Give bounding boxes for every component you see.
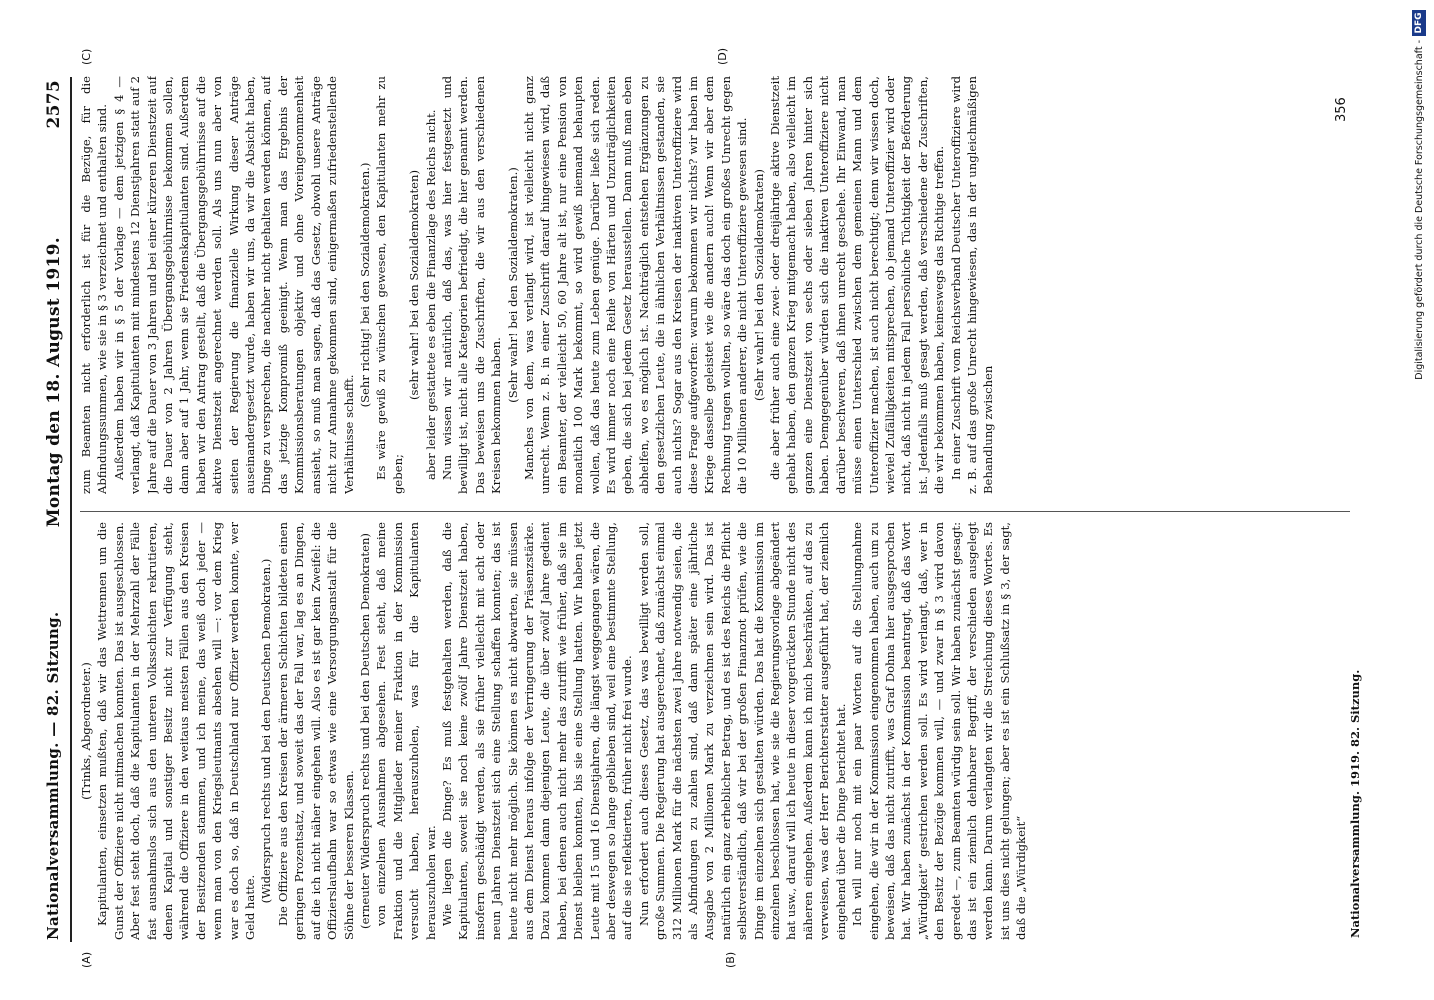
interjection: (Sehr wahr! bei den Sozialdemokraten): [751, 169, 766, 401]
left-column: [78, 522, 1368, 940]
paragraph: Nun erfordert auch dieses Gesetz, das was bewilligt werden soll, große Summen. Die Regierung hat ausgerechnet, daß zunächst einmal 312 Millionen Mark für die nächsten zwei Jahre notwendig seien, die als Abfindungen zu zahlen sind, daß dann später eine jährliche Ausgabe von 2 Millionen Mark zu verzeichnen sein wird. Das ist natürlich ein ganz erheblicher Betrag, und es ist des Reichs die Pflicht selbstverständlich, daß wir bei der großen Finanznot prüfen, wie die Dinge im einzelnen sich gestalten würden. Das hat die Kommission im einzelnen beschlossen hat, wie sie die Regierungsvorlage abgeändert hat usw., darauf will ich heute in dieser vorgerückten Stunde nicht des näheren eingehen. Außerdem kann ich mich beschränken, auf das zu verweisen, was der Herr Berichterstatter ausgeführt hat, der ziemlich eingehend über die Dinge berichtet hat.: [636, 522, 848, 940]
page-number: 2575: [44, 80, 64, 129]
page-header: [44, 80, 72, 940]
paragraph: von einzelnen Ausnahmen abgesehen. Fest steht, daß meine Fraktion und die Mitglieder meiner Fraktion in der Kommission versucht haben, herauszuholen, was für die Kapitulanten herauszuholen war.: [374, 522, 438, 940]
margin-marker-d: (D): [716, 47, 729, 65]
right-column: [78, 76, 1354, 494]
margin-marker-b: (B): [724, 951, 737, 968]
header-date: Montag den 18. August 1919.: [44, 237, 64, 528]
paragraph: die aber früher auch eine zwei- oder dreijährige aktive Dienstzeit gehabt haben, den ganzen Krieg mitgemacht haben, also vielleicht im ganzen eine Dienstzeit von sechs oder sieben Jahren hinter sich haben. Demgegenüber würden sich die inaktiven Unteroffiziere nicht darüber beschweren, daß ihnen unrecht geschehe. Ihr Einwand, man müsse einen Unterschied zwischen dem gemeinen Mann und dem Unteroffizier machen, ist auch nicht berechtigt; denn wir wissen doch, wieviel Zufälligkeiten mitsprechen, ob jemand Unteroffizier wird oder nicht, daß nicht in jedem Fall persönliche Tüchtigkeit der Beförderung ist. Jedenfalls muß gesagt werden, daß verschiedene der Zuschriften, die wir bekommen haben, keineswegs das Richtige treffen.: [768, 76, 947, 494]
interjection: (erneuter Widerspruch rechts und bei den Deutschen Demokraten): [357, 533, 372, 929]
paragraph: Es wäre gewiß zu wünschen gewesen, den Kapitulanten mehr zu geben;: [374, 76, 405, 494]
interjection: (Sehr richtig! bei den Sozialdemokraten.): [357, 162, 372, 408]
paragraph: Ich will nur noch mit ein paar Worten auf die Stellungnahme eingehen, die wir in der Kommission eingenommen haben, auch um zu beweisen, daß das nicht zutrifft, was Graf Dohna hier ausgesprochen hat. Wir haben zunächst in der Kommission beantragt, daß das Wort „Würdigkeit“ gestrichen werden soll. Es wird verlangt, daß, wer in den Besitz der Bezüge kommen will, — und zwar in § 3 wird davon geredet —, zum Beamten würdig sein soll. Wir haben zunächst gesagt: das ist ein ziemlich dehnbarer Begriff, der verschieden ausgelegt werden kann. Darum verlangten wir die Streichung dieses Wortes. Es ist uns dies nicht gelungen; aber es ist ein Schlußsatz in § 3, der sagt, daß die „Würdigkeit“: [850, 522, 1029, 940]
header-rule: [70, 77, 72, 942]
paragraph: Die Offiziere aus den Kreisen der ärmeren Schichten bildeten einen geringen Prozentsatz, und soweit das der Fall war, lag es an Dingen, auf die ich nicht näher eingehen will. Also es ist gar kein Zweifel: die Offizierslaufbahn war so etwas wie eine Versorgungsanstalt für die Söhne der besseren Klassen.: [275, 522, 356, 940]
leaf-number: 356: [1334, 97, 1349, 122]
page-footer: Nationalversammlung. 1919. 82. Sitzung.: [1348, 669, 1362, 938]
paragraph: Manches von dem, was verlangt wird, ist vielleicht nicht ganz unrecht. Wenn z. B. in einer Zuschrift darauf hingewiesen wird, daß ein Beamter, der vielleicht 50, 60 Jahre alt ist, nur eine Pension von monatlich 100 Mark bekommt, so wird gewiß niemand behaupten wollen, daß das heute zum Leben genüge. Darüber ließe sich reden. Es wird immer noch eine Reihe von Härten und Unzuträglichkeiten geben, die sich bei jedem Gesetz herausstellen. Dann muß man eben abhelfen, wo es möglich ist. Nachträglich entstehen Ergänzungen zu den gesetzlichen Leute, die in ähnlichen Verhältnissen gestanden, sie auch nichts? Sogar aus den Kreisen der inaktiven Unteroffiziere wird diese Frage aufgeworfen: warum bekommen wir nichts? wir haben im Kriege dasselbe geleistet wie die andern auch! Wenn wir aber dem Rechnung tragen wollten, so wäre das doch ein großes Unrecht gegen die 10 Millionen anderer, die nicht Unteroffiziere gewesen sind.: [521, 76, 750, 494]
interjection: (sehr wahr! bei den Sozialdemokraten): [407, 170, 422, 400]
header-session: Nationalversammlung. — 82. Sitzung.: [44, 611, 62, 940]
paragraph: Außerdem haben wir in § 5 der Vorlage — dem jetzigen § 4 — verlangt, daß Kapitulanten mit mindestens 12 Dienstjahren statt auf 2 Jahre auf die Dauer von 3 Jahren und bei einer kürzeren Dienstzeit auf die Dauer von 2 Jahren Übergangsgebührnisse bekommen sollen, dann aber auf 1 Jahr, wenn sie Friedenskapitulanten sind. Außerdem haben wir den Antrag gestellt, daß die Übergangsgebührnisse auf die aktive Dienstzeit angerechnet werden soll. Als uns nun aber von seiten der Regierung die finanzielle Wirkung dieser Anträge auseinandergesetzt wurde, haben wir uns, da wir die Absicht haben, Dinge zu versprechen, die nachher nicht gehalten werden können, auf das jetzige Kompromiß geeinigt. Wenn man das Ergebnis der Kommissionsberatungen objektiv und ohne Voreingenommenheit ansieht, so muß man sagen, daß das Gesetz, obwohl unsere Anträge nicht zur Annahme gekommen sind, einigermaßen zufriedenstellende Verhältnisse schafft.: [111, 76, 356, 494]
paragraph: In einer Zuschrift vom Reichsverband Deutscher Unteroffiziere wird z. B. auf das große Unrecht hingewiesen, das in der ungleichmäßigen Behandlung zwischen: [948, 76, 996, 494]
interjection: (Widerspruch rechts und bei den Deutschen Demokraten.): [259, 558, 274, 904]
dfg-logo: DFG: [1412, 10, 1426, 36]
paragraph: Wie liegen die Dinge? Es muß festgehalten werden, daß die Kapitulanten, soweit sie noch keine zwölf Jahre Dienstzeit haben, insofern geschädigt werden, als sie früher vielleicht mit acht oder neun Jahren Dienstzeit sich eine Stellung schaffen konnten; das ist heute nicht mehr möglich. Sie können es nicht abwarten, sie müssen aus dem Dienst heraus infolge der Verringerung der Präsenzstärke. Dazu kommen dann diejenigen Leute, die über zwölf Jahre gedient haben, bei denen auch nicht mehr das zutrifft wie früher, daß sie im Dienst bleiben konnten, bis sie eine Stellung hatten. Wir haben jetzt Leute mit 15 und 16 Dienstjahren, die längst weggegangen wären, die aber deswegen so lange geblieben sind, weil eine bestimmte Stellung, auf die sie reflektierten, früher nicht frei wurde.: [439, 522, 635, 940]
paragraph: aber leider gestattete es eben die Finanzlage des Reichs nicht.: [423, 109, 438, 480]
paragraph: Nun wissen wir natürlich, daß das, was hier festgesetzt und bewilligt ist, nicht alle Kategorien befriedigt, die hier genannt werden. Das beweisen uns die Zuschriften, die wir aus den verschiedenen Kreisen bekommen haben.: [439, 76, 504, 494]
speaker-name: (Trinks, Abgeordneter.): [79, 662, 93, 800]
column-divider: [80, 511, 1350, 512]
margin-marker-c: (C): [80, 48, 93, 65]
interjection: (Sehr wahr! bei den Sozialdemokraten.): [505, 167, 520, 403]
digitization-credit: Digitalisierung gefördert durch die Deutsche Forschungsgemeinschaft -: [1414, 40, 1425, 380]
paragraph: zum Beamten nicht erforderlich ist für die Bezüge, für die Abfindungssummen, wie sie in § 3 verzeichnet und enthalten sind.: [79, 76, 110, 494]
paragraph: Kapitulanten, einsetzen mußten, daß wir das Wettrennen um die Gunst der Offiziere nicht mitmachen konnten. Das ist ausgeschlossen. Aber fest steht doch, daß die Kapitulanten in der Mehrzahl der Fälle fast ausnahmslos sich aus den unteren Volksschichten rekrutieren, denen Kapital und sonstiger Besitz nicht zur Verfügung steht, während die Offiziere in den weitaus meisten Fällen aus den Kreisen der Besitzenden stammen, und ich meine, das weiß doch jeder — wenn man von den Kriegsleutnants absehen will —: vor dem Krieg war es doch so, daß in Deutschland nur Offizier werden konnte, wer Geld hatte.: [95, 522, 258, 940]
margin-marker-a: (A): [80, 951, 93, 968]
